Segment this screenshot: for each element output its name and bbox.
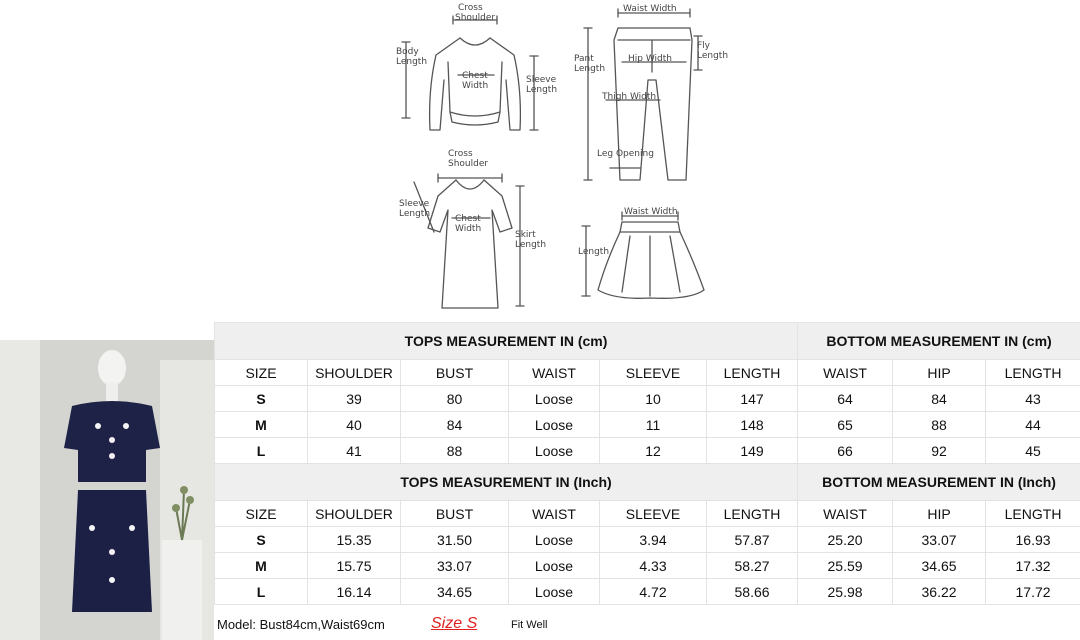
inch-header-row — [215, 501, 1080, 527]
inch-title-row — [215, 464, 1080, 501]
size-cell: L — [215, 438, 308, 464]
column-header: BUST — [401, 360, 509, 386]
column-header: LENGTH — [707, 360, 798, 386]
svg-text:Length: Length — [697, 51, 729, 61]
size-cell: L — [215, 579, 308, 605]
svg-text:Length: Length — [515, 240, 547, 250]
svg-text:Hip Width: Hip Width — [628, 54, 672, 64]
dress-sketch — [428, 180, 512, 308]
label-cross-shoulder-top: Cross — [458, 3, 483, 13]
table-cell: 64 — [798, 386, 893, 412]
column-header: WAIST — [798, 501, 893, 527]
table-cell: 44 — [986, 412, 1080, 438]
table-cell: 12 — [600, 438, 707, 464]
table-cell: 3.94 — [600, 527, 707, 553]
svg-text:Length: Length — [526, 85, 558, 95]
table-cell: 148 — [707, 412, 798, 438]
table-cell: 25.20 — [798, 527, 893, 553]
svg-text:Thigh Width: Thigh Width — [602, 92, 657, 102]
column-header: BUST — [401, 501, 509, 527]
cm-title-row — [215, 323, 1080, 360]
svg-text:Shoulder: Shoulder — [448, 159, 489, 169]
table-cell: 4.33 — [600, 553, 707, 579]
column-header: SHOULDER — [308, 360, 401, 386]
table-cell: Loose — [509, 412, 600, 438]
table-cell: 43 — [986, 386, 1080, 412]
table-row — [215, 553, 1080, 579]
column-header: HIP — [893, 360, 986, 386]
table-cell: 11 — [600, 412, 707, 438]
tops-inch-title: TOPS MEASUREMENT IN (Inch) — [215, 464, 798, 501]
column-header: SHOULDER — [308, 501, 401, 527]
table-cell: 16.93 — [986, 527, 1080, 553]
table-cell: 36.22 — [893, 579, 986, 605]
model-info: Model: Bust84cm,Waist69cm — [217, 617, 385, 632]
table-cell: 45 — [986, 438, 1080, 464]
size-cell: S — [215, 386, 308, 412]
bottom-cm-title: BOTTOM MEASUREMENT IN (cm) — [798, 323, 1080, 360]
table-cell: 40 — [308, 412, 401, 438]
svg-text:Waist Width: Waist Width — [623, 4, 677, 14]
table-cell: Loose — [509, 438, 600, 464]
fit-note: Fit Well — [511, 619, 548, 631]
table-cell: Loose — [509, 579, 600, 605]
table-cell: 88 — [893, 412, 986, 438]
table-cell: 10 — [600, 386, 707, 412]
table-cell: 17.72 — [986, 579, 1080, 605]
table-cell: 25.98 — [798, 579, 893, 605]
svg-text:Skirt: Skirt — [515, 230, 536, 240]
table-cell: 80 — [401, 386, 509, 412]
table-cell: 65 — [798, 412, 893, 438]
table-cell: Loose — [509, 386, 600, 412]
svg-text:Sleeve: Sleeve — [399, 199, 430, 209]
column-header: LENGTH — [986, 501, 1080, 527]
column-header: SLEEVE — [600, 501, 707, 527]
svg-text:Body: Body — [396, 47, 419, 57]
table-cell: 147 — [707, 386, 798, 412]
table-cell: 33.07 — [893, 527, 986, 553]
table-cell: 15.75 — [308, 553, 401, 579]
table-cell: 41 — [308, 438, 401, 464]
column-header: SLEEVE — [600, 360, 707, 386]
table-row — [215, 412, 1080, 438]
table-cell: 33.07 — [401, 553, 509, 579]
svg-text:Waist Width: Waist Width — [624, 207, 678, 217]
table-cell: Loose — [509, 553, 600, 579]
model-photo — [0, 340, 214, 640]
table-cell: 4.72 — [600, 579, 707, 605]
svg-text:Chest: Chest — [462, 71, 488, 81]
size-chart-table — [214, 322, 1080, 605]
column-header: WAIST — [509, 360, 600, 386]
column-header: LENGTH — [707, 501, 798, 527]
svg-text:Length: Length — [396, 57, 428, 67]
svg-text:Length: Length — [574, 64, 606, 74]
svg-text:Leg Opening: Leg Opening — [597, 149, 654, 159]
table-cell: 149 — [707, 438, 798, 464]
skirt-sketch — [598, 222, 704, 298]
table-row — [215, 527, 1080, 553]
column-header: HIP — [893, 501, 986, 527]
svg-text:Length: Length — [578, 247, 610, 257]
table-cell: 88 — [401, 438, 509, 464]
svg-text:Fly: Fly — [697, 41, 711, 51]
mannequin-outfit-image — [0, 340, 214, 640]
tops-cm-title: TOPS MEASUREMENT IN (cm) — [215, 323, 798, 360]
table-cell: 15.35 — [308, 527, 401, 553]
column-header: WAIST — [798, 360, 893, 386]
table-row — [215, 386, 1080, 412]
table-row — [215, 438, 1080, 464]
svg-text:Width: Width — [455, 224, 482, 234]
table-row — [215, 579, 1080, 605]
table-cell: 84 — [893, 386, 986, 412]
table-cell: 92 — [893, 438, 986, 464]
size-cell: M — [215, 412, 308, 438]
svg-text:Pant: Pant — [574, 54, 594, 64]
column-header: SIZE — [215, 360, 308, 386]
table-cell: 34.65 — [893, 553, 986, 579]
model-size: Size S — [431, 615, 478, 632]
table-cell: 39 — [308, 386, 401, 412]
table-cell: 66 — [798, 438, 893, 464]
table-cell: 58.27 — [707, 553, 798, 579]
table-cell: 84 — [401, 412, 509, 438]
svg-text:Sleeve: Sleeve — [526, 75, 557, 85]
svg-text:Chest: Chest — [455, 214, 481, 224]
column-header: LENGTH — [986, 360, 1080, 386]
cm-header-row — [215, 360, 1080, 386]
table-cell: 16.14 — [308, 579, 401, 605]
table-cell: 25.59 — [798, 553, 893, 579]
svg-text:Width: Width — [462, 81, 489, 91]
table-cell: 34.65 — [401, 579, 509, 605]
label-cross-shoulder-top-2: Shoulder — [455, 13, 496, 23]
table-cell: Loose — [509, 527, 600, 553]
bottom-inch-title: BOTTOM MEASUREMENT IN (Inch) — [798, 464, 1080, 501]
table-cell: 58.66 — [707, 579, 798, 605]
svg-text:Length: Length — [399, 209, 431, 219]
size-cell: M — [215, 553, 308, 579]
size-cell: S — [215, 527, 308, 553]
table-cell: 17.32 — [986, 553, 1080, 579]
column-header: WAIST — [509, 501, 600, 527]
svg-text:Cross: Cross — [448, 149, 473, 159]
column-header: SIZE — [215, 501, 308, 527]
table-cell: 57.87 — [707, 527, 798, 553]
table-cell: 31.50 — [401, 527, 509, 553]
